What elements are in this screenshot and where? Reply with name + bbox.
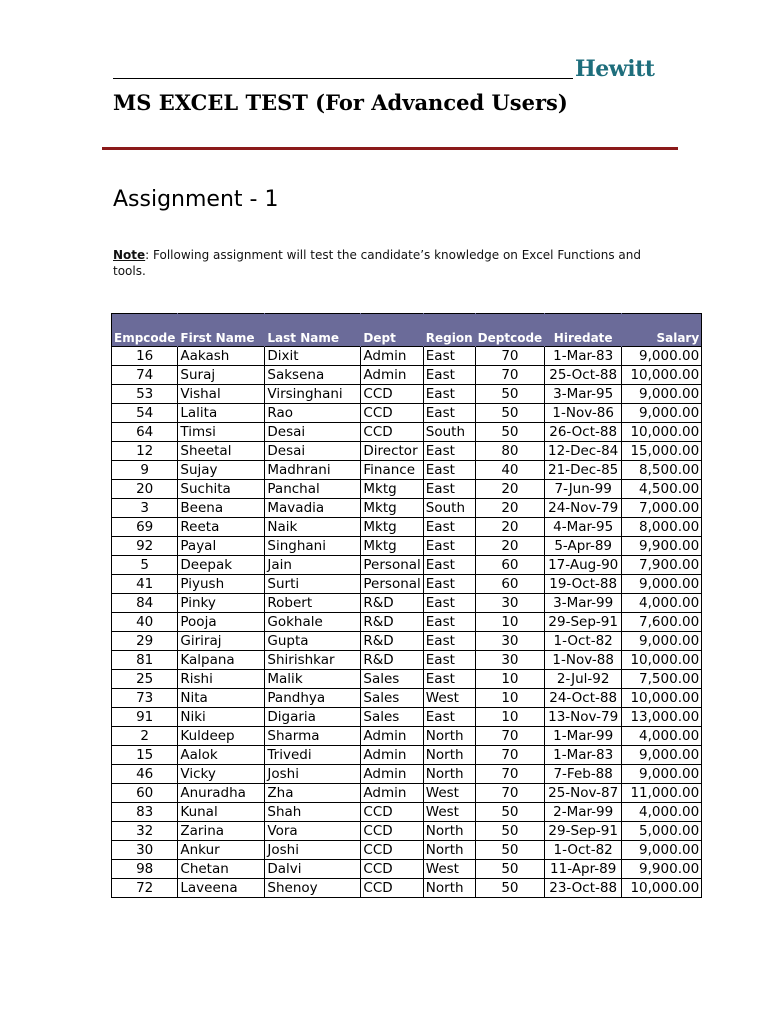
cell-salary: 11,000.00 [622,784,702,803]
cell-dept: CCD [361,404,423,423]
cell-salary: 4,000.00 [622,727,702,746]
cell-salary: 4,500.00 [622,480,702,499]
cell-region: North [423,746,475,765]
cell-empcode: 20 [112,480,178,499]
cell-dept: R&D [361,632,423,651]
table-row [112,537,702,556]
col-header-hiredate: Hiredate [545,314,622,347]
cell-deptcode: 20 [475,537,545,556]
cell-dept: R&D [361,594,423,613]
cell-empcode: 72 [112,879,178,898]
cell-last-name: Panchal [265,480,361,499]
cell-first-name: Giriraj [178,632,265,651]
cell-salary: 13,000.00 [622,708,702,727]
cell-empcode: 60 [112,784,178,803]
cell-empcode: 98 [112,860,178,879]
cell-dept: Personal [361,556,423,575]
table-row [112,803,702,822]
assignment-heading: Assignment - 1 [113,187,279,212]
cell-region: East [423,632,475,651]
cell-empcode: 53 [112,385,178,404]
cell-deptcode: 50 [475,423,545,442]
cell-empcode: 64 [112,423,178,442]
cell-hiredate: 11-Apr-89 [545,860,622,879]
cell-first-name: Ankur [178,841,265,860]
cell-last-name: Rao [265,404,361,423]
cell-salary: 9,000.00 [622,632,702,651]
cell-empcode: 91 [112,708,178,727]
cell-deptcode: 50 [475,803,545,822]
cell-last-name: Gupta [265,632,361,651]
cell-empcode: 15 [112,746,178,765]
cell-region: East [423,575,475,594]
cell-dept: CCD [361,803,423,822]
cell-region: West [423,860,475,879]
cell-empcode: 84 [112,594,178,613]
cell-empcode: 29 [112,632,178,651]
note-paragraph [113,247,673,279]
cell-dept: Sales [361,708,423,727]
cell-region: North [423,822,475,841]
cell-dept: Admin [361,366,423,385]
cell-first-name: Nita [178,689,265,708]
cell-first-name: Kalpana [178,651,265,670]
cell-hiredate: 26-Oct-88 [545,423,622,442]
cell-dept: Sales [361,689,423,708]
cell-salary: 9,000.00 [622,404,702,423]
cell-region: East [423,537,475,556]
cell-last-name: Jain [265,556,361,575]
cell-dept: Admin [361,727,423,746]
cell-salary: 9,000.00 [622,575,702,594]
cell-empcode: 40 [112,613,178,632]
table-row [112,442,702,461]
cell-region: West [423,689,475,708]
header-rule [113,78,573,79]
cell-salary: 9,900.00 [622,860,702,879]
cell-dept: Admin [361,746,423,765]
cell-first-name: Payal [178,537,265,556]
cell-empcode: 30 [112,841,178,860]
cell-region: North [423,879,475,898]
cell-salary: 7,500.00 [622,670,702,689]
cell-region: East [423,404,475,423]
table-row [112,404,702,423]
table-row [112,841,702,860]
cell-hiredate: 1-Mar-83 [545,347,622,366]
cell-last-name: Surti [265,575,361,594]
cell-deptcode: 50 [475,841,545,860]
cell-last-name: Vora [265,822,361,841]
cell-first-name: Pinky [178,594,265,613]
cell-hiredate: 1-Nov-86 [545,404,622,423]
col-header-dept: Dept [361,314,423,347]
cell-first-name: Zarina [178,822,265,841]
cell-dept: R&D [361,613,423,632]
cell-deptcode: 10 [475,689,545,708]
title-divider [102,147,678,150]
cell-hiredate: 1-Oct-82 [545,632,622,651]
cell-salary: 10,000.00 [622,366,702,385]
cell-last-name: Naik [265,518,361,537]
cell-last-name: Shah [265,803,361,822]
cell-salary: 9,000.00 [622,746,702,765]
cell-empcode: 83 [112,803,178,822]
cell-dept: Sales [361,670,423,689]
cell-salary: 10,000.00 [622,651,702,670]
cell-hiredate: 13-Nov-79 [545,708,622,727]
page-title: MS EXCEL TEST (For Advanced Users) [113,90,568,115]
cell-hiredate: 5-Apr-89 [545,537,622,556]
cell-dept: CCD [361,385,423,404]
cell-salary: 8,000.00 [622,518,702,537]
cell-region: East [423,366,475,385]
cell-deptcode: 70 [475,746,545,765]
cell-region: East [423,594,475,613]
cell-deptcode: 10 [475,613,545,632]
cell-last-name: Joshi [265,765,361,784]
cell-deptcode: 30 [475,632,545,651]
cell-region: East [423,461,475,480]
cell-hiredate: 25-Oct-88 [545,366,622,385]
col-header-last-name: Last Name [265,314,361,347]
cell-first-name: Reeta [178,518,265,537]
cell-deptcode: 50 [475,404,545,423]
cell-last-name: Dalvi [265,860,361,879]
cell-dept: CCD [361,822,423,841]
cell-deptcode: 10 [475,670,545,689]
cell-dept: Mktg [361,518,423,537]
note-text: : Following assignment will test the candidate’s knowledge on Excel Functions and tools. [113,248,642,278]
cell-empcode: 73 [112,689,178,708]
table-row [112,518,702,537]
cell-last-name: Mavadia [265,499,361,518]
cell-region: East [423,556,475,575]
cell-hiredate: 25-Nov-87 [545,784,622,803]
cell-dept: Mktg [361,480,423,499]
cell-first-name: Beena [178,499,265,518]
cell-hiredate: 24-Nov-79 [545,499,622,518]
cell-dept: Admin [361,784,423,803]
table-row [112,689,702,708]
table-row [112,461,702,480]
table-row [112,366,702,385]
cell-deptcode: 60 [475,575,545,594]
cell-empcode: 16 [112,347,178,366]
cell-first-name: Piyush [178,575,265,594]
cell-last-name: Virsinghani [265,385,361,404]
table-header-row [112,314,702,347]
cell-deptcode: 20 [475,518,545,537]
cell-first-name: Laveena [178,879,265,898]
cell-hiredate: 19-Oct-88 [545,575,622,594]
col-header-deptcode: Deptcode [475,314,545,347]
cell-deptcode: 30 [475,651,545,670]
cell-last-name: Desai [265,442,361,461]
cell-empcode: 32 [112,822,178,841]
cell-dept: CCD [361,879,423,898]
cell-hiredate: 1-Mar-83 [545,746,622,765]
table-row [112,708,702,727]
col-header-first-name: First Name [178,314,265,347]
cell-deptcode: 10 [475,708,545,727]
cell-empcode: 3 [112,499,178,518]
cell-region: North [423,841,475,860]
cell-salary: 10,000.00 [622,879,702,898]
cell-hiredate: 2-Jul-92 [545,670,622,689]
cell-hiredate: 17-Aug-90 [545,556,622,575]
cell-hiredate: 1-Mar-99 [545,727,622,746]
table-row [112,670,702,689]
table-row [112,480,702,499]
cell-salary: 8,500.00 [622,461,702,480]
cell-empcode: 46 [112,765,178,784]
cell-salary: 9,000.00 [622,841,702,860]
cell-hiredate: 23-Oct-88 [545,879,622,898]
cell-region: East [423,442,475,461]
cell-hiredate: 7-Jun-99 [545,480,622,499]
cell-region: East [423,708,475,727]
cell-first-name: Vicky [178,765,265,784]
cell-deptcode: 80 [475,442,545,461]
cell-last-name: Robert [265,594,361,613]
cell-first-name: Niki [178,708,265,727]
table-row [112,613,702,632]
cell-dept: Director [361,442,423,461]
cell-hiredate: 24-Oct-88 [545,689,622,708]
cell-first-name: Chetan [178,860,265,879]
cell-hiredate: 29-Sep-91 [545,613,622,632]
col-header-empcode: Empcode [112,314,178,347]
cell-last-name: Sharma [265,727,361,746]
cell-last-name: Joshi [265,841,361,860]
cell-salary: 9,000.00 [622,347,702,366]
cell-hiredate: 2-Mar-99 [545,803,622,822]
cell-salary: 10,000.00 [622,423,702,442]
cell-salary: 10,000.00 [622,689,702,708]
table-row [112,879,702,898]
cell-first-name: Kunal [178,803,265,822]
cell-first-name: Lalita [178,404,265,423]
cell-salary: 7,900.00 [622,556,702,575]
cell-first-name: Aakash [178,347,265,366]
cell-hiredate: 4-Mar-95 [545,518,622,537]
cell-salary: 4,000.00 [622,803,702,822]
cell-first-name: Suchita [178,480,265,499]
cell-first-name: Rishi [178,670,265,689]
cell-salary: 15,000.00 [622,442,702,461]
cell-last-name: Dixit [265,347,361,366]
cell-region: East [423,385,475,404]
cell-dept: Admin [361,765,423,784]
cell-last-name: Shirishkar [265,651,361,670]
cell-empcode: 92 [112,537,178,556]
cell-deptcode: 70 [475,727,545,746]
cell-hiredate: 21-Dec-85 [545,461,622,480]
table-row [112,575,702,594]
cell-last-name: Madhrani [265,461,361,480]
cell-dept: Admin [361,347,423,366]
col-header-region: Region [423,314,475,347]
cell-salary: 7,000.00 [622,499,702,518]
cell-deptcode: 50 [475,860,545,879]
cell-first-name: Vishal [178,385,265,404]
cell-hiredate: 3-Mar-99 [545,594,622,613]
cell-deptcode: 40 [475,461,545,480]
cell-first-name: Sujay [178,461,265,480]
cell-first-name: Sheetal [178,442,265,461]
cell-last-name: Malik [265,670,361,689]
cell-empcode: 41 [112,575,178,594]
hewitt-logo: Hewitt [575,56,655,82]
cell-first-name: Pooja [178,613,265,632]
table-row [112,746,702,765]
cell-deptcode: 70 [475,784,545,803]
cell-salary: 9,000.00 [622,765,702,784]
cell-empcode: 25 [112,670,178,689]
cell-first-name: Anuradha [178,784,265,803]
cell-dept: CCD [361,860,423,879]
cell-first-name: Suraj [178,366,265,385]
cell-empcode: 69 [112,518,178,537]
cell-first-name: Deepak [178,556,265,575]
cell-empcode: 54 [112,404,178,423]
cell-hiredate: 7-Feb-88 [545,765,622,784]
cell-first-name: Aalok [178,746,265,765]
cell-dept: CCD [361,841,423,860]
col-header-salary: Salary [622,314,702,347]
cell-empcode: 5 [112,556,178,575]
cell-hiredate: 29-Sep-91 [545,822,622,841]
cell-dept: Mktg [361,537,423,556]
cell-last-name: Desai [265,423,361,442]
cell-dept: CCD [361,423,423,442]
cell-region: North [423,765,475,784]
table-row [112,651,702,670]
cell-region: West [423,784,475,803]
cell-deptcode: 50 [475,822,545,841]
cell-region: East [423,613,475,632]
table-row [112,385,702,404]
cell-salary: 7,600.00 [622,613,702,632]
cell-deptcode: 60 [475,556,545,575]
cell-last-name: Shenoy [265,879,361,898]
cell-region: East [423,651,475,670]
cell-last-name: Gokhale [265,613,361,632]
cell-first-name: Timsi [178,423,265,442]
cell-region: South [423,499,475,518]
cell-dept: R&D [361,651,423,670]
cell-region: East [423,480,475,499]
table-row [112,594,702,613]
cell-hiredate: 12-Dec-84 [545,442,622,461]
cell-dept: Personal [361,575,423,594]
cell-first-name: Kuldeep [178,727,265,746]
cell-salary: 5,000.00 [622,822,702,841]
cell-region: East [423,670,475,689]
cell-last-name: Saksena [265,366,361,385]
cell-last-name: Zha [265,784,361,803]
cell-deptcode: 20 [475,499,545,518]
cell-empcode: 74 [112,366,178,385]
cell-hiredate: 3-Mar-95 [545,385,622,404]
cell-empcode: 81 [112,651,178,670]
note-label: Note [113,248,146,262]
cell-last-name: Digaria [265,708,361,727]
cell-region: East [423,347,475,366]
cell-region: North [423,727,475,746]
table-body [112,347,702,898]
cell-region: East [423,518,475,537]
cell-hiredate: 1-Oct-82 [545,841,622,860]
cell-last-name: Trivedi [265,746,361,765]
cell-deptcode: 20 [475,480,545,499]
table-row [112,860,702,879]
table-row [112,423,702,442]
cell-empcode: 2 [112,727,178,746]
cell-deptcode: 30 [475,594,545,613]
table-row [112,784,702,803]
table-row [112,347,702,366]
cell-region: West [423,803,475,822]
cell-salary: 9,000.00 [622,385,702,404]
cell-deptcode: 70 [475,347,545,366]
cell-last-name: Pandhya [265,689,361,708]
employee-table [111,313,702,898]
cell-empcode: 9 [112,461,178,480]
cell-salary: 9,900.00 [622,537,702,556]
cell-salary: 4,000.00 [622,594,702,613]
table-row [112,499,702,518]
table-row [112,765,702,784]
table-row [112,727,702,746]
cell-hiredate: 1-Nov-88 [545,651,622,670]
cell-deptcode: 50 [475,385,545,404]
table-row [112,556,702,575]
cell-dept: Finance [361,461,423,480]
table-row [112,822,702,841]
cell-dept: Mktg [361,499,423,518]
cell-region: South [423,423,475,442]
cell-deptcode: 50 [475,879,545,898]
cell-deptcode: 70 [475,366,545,385]
cell-empcode: 12 [112,442,178,461]
table-row [112,632,702,651]
cell-last-name: Singhani [265,537,361,556]
cell-deptcode: 70 [475,765,545,784]
